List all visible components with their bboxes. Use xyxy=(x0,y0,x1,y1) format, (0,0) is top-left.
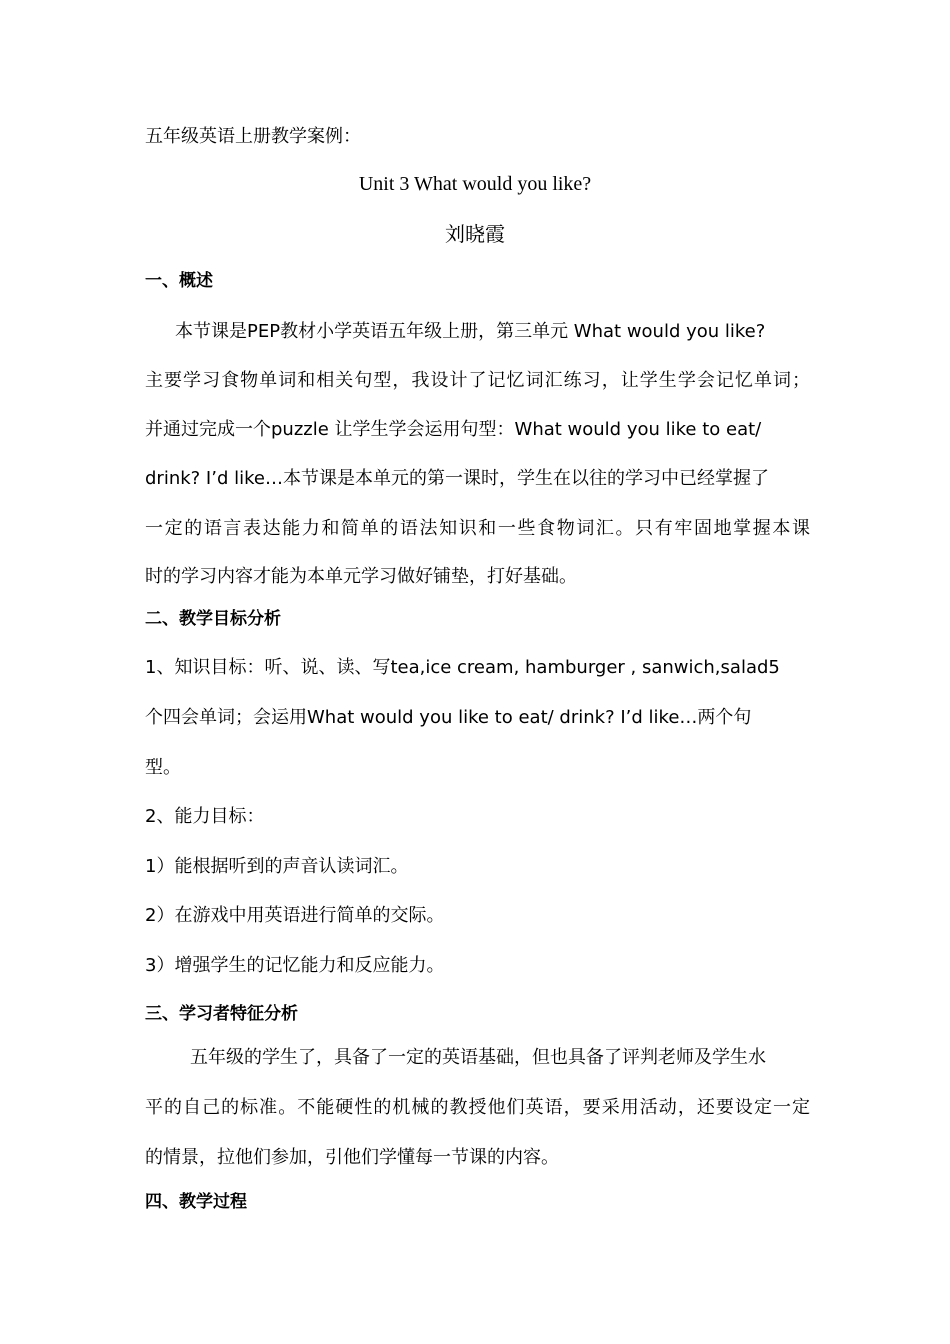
paragraph-line: 型。 xyxy=(145,757,181,778)
paragraph-line: 平的自己的标准。不能硬性的机械的教授他们英语，要采用活动，还要设定一定 xyxy=(145,1097,810,1118)
document-title: Unit 3 What would you like? xyxy=(358,173,592,195)
paragraph-line: 五年级的学生了，具备了一定的英语基础，但也具备了评判老师及学生水 xyxy=(190,1047,766,1068)
paragraph-line: 2）在游戏中用英语进行简单的交际。 xyxy=(145,905,445,926)
paragraph-line: 2、能力目标： xyxy=(145,806,265,827)
paragraph-line: 的情景，拉他们参加，引他们学懂每一节课的内容。 xyxy=(145,1147,559,1168)
paragraph-line: 时的学习内容才能为本单元学习做好铺垫，打好基础。 xyxy=(145,566,577,587)
section-heading-objectives: 二、教学目标分析 xyxy=(145,609,281,629)
paragraph-line: 本节课是PEP教材小学英语五年级上册，第三单元 What would you like? xyxy=(175,321,766,342)
document-author: 刘晓霞 xyxy=(445,222,505,246)
section-heading-learners: 三、学习者特征分析 xyxy=(145,1004,298,1024)
paragraph-line: 1、知识目标：听、说、读、写tea,ice cream, hamburger , sanwich,salad5 xyxy=(145,657,780,678)
paragraph-line: 一定的语言表达能力和简单的语法知识和一些食物词汇。只有牢固地掌握本课 xyxy=(145,518,810,539)
paragraph-line: 3）增强学生的记忆能力和反应能力。 xyxy=(145,955,445,976)
paragraph-line: 主要学习食物单词和相关句型，我设计了记忆词汇练习，让学生学会记忆单词； xyxy=(145,370,810,391)
section-heading-process: 四、教学过程 xyxy=(145,1192,247,1212)
section-heading-overview: 一、概述 xyxy=(145,271,213,291)
paragraph-line: 并通过完成一个puzzle 让学生学会运用句型：What would you like to eat/ xyxy=(145,419,762,440)
paragraph-line: 个四会单词；会运用What would you like to eat/ drink? I’d like…两个句 xyxy=(145,707,752,728)
paragraph-line: 1）能根据听到的声音认读词汇。 xyxy=(145,856,409,877)
paragraph-line: drink? I’d like…本节课是本单元的第一课时，学生在以往的学习中已经掌握了 xyxy=(145,468,769,489)
document-pretitle: 五年级英语上册教学案例： xyxy=(145,126,361,147)
